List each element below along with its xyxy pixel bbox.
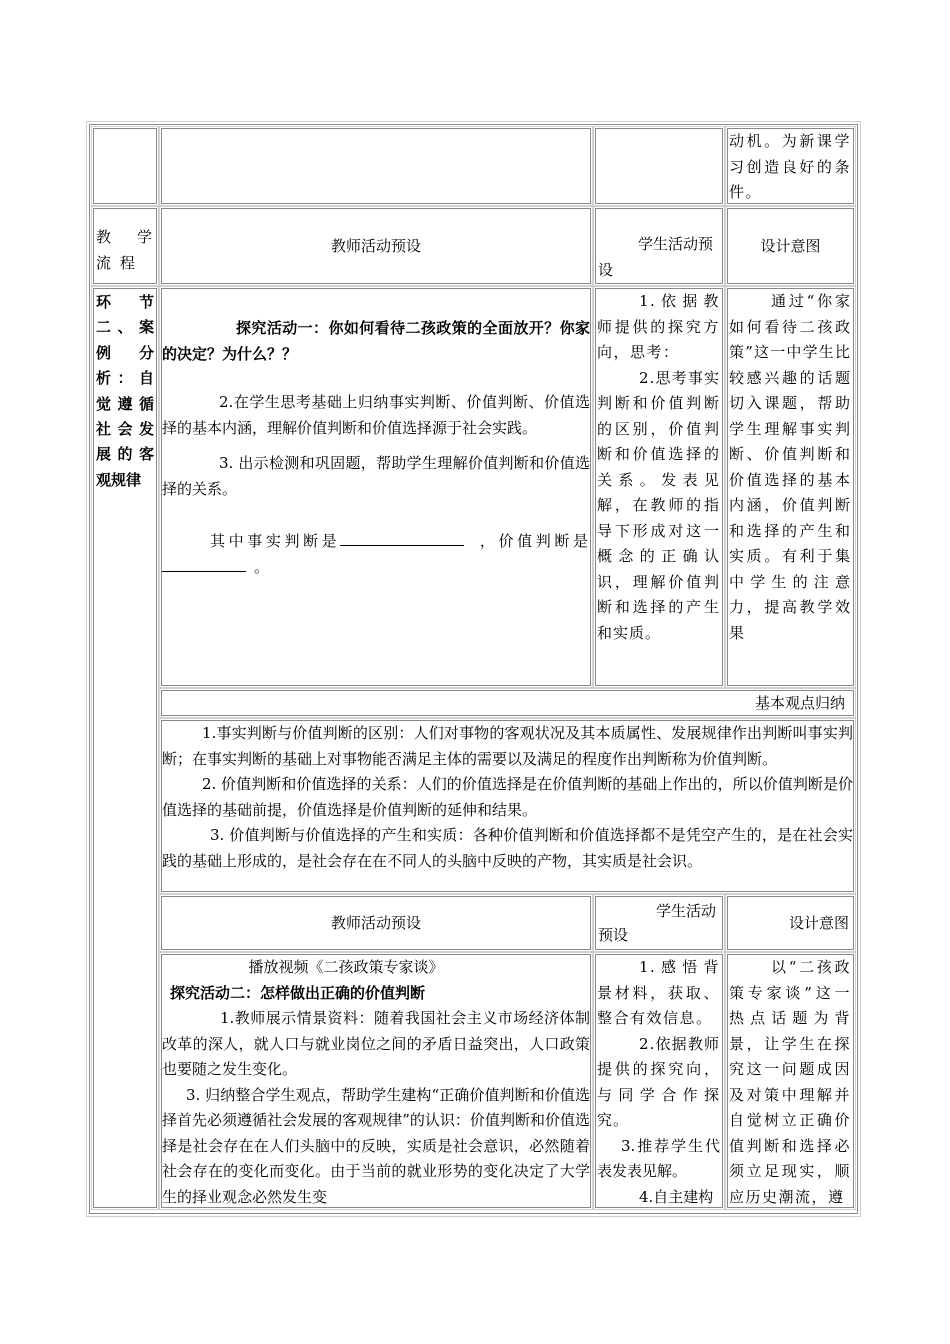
summary-title: 基本观点归纳 (754, 694, 845, 712)
section2-student-cell (595, 288, 723, 686)
activity1-text (162, 316, 590, 367)
header2-design-label: 设计意图 (788, 914, 849, 932)
section3-teacher-step3: 3. 归纳整合学生观点，帮助学生建构“正确价值判断和价值选择首先必须遵循社会发展的客观规律”的认识：价值判断和价值选择是社会存在在人们头脑中的反映，实质是社会意识，必然随着社会存在的变化而变化。由于当前的就业形势的变化决定了大学生的择业观念必然发生变 (162, 1085, 590, 1206)
header1-design-label: 设计意图 (760, 237, 821, 255)
row0-design-cell (727, 128, 854, 204)
section2-student-step1: 1.依据教师提供的探究方向，思考： (597, 292, 720, 361)
header2-student-label: 学生活动预设 (598, 902, 717, 944)
summary-title-cell (161, 690, 854, 716)
section2-label-cell (93, 288, 157, 1208)
header1-flow-cell (93, 208, 157, 284)
section3-teacher-cell (161, 954, 591, 1208)
section2-design-text: 通过“你家如何看待二孩政策”这一中学生比较感兴趣的话题切入课题，帮助学生理解事实判断、价值判断和价值选择的基本内涵，价值判断和选择的产生和实质。有利于集中学生的注意力，提高教学效果 (729, 292, 851, 642)
fill-in-part-c: 。 (254, 557, 272, 576)
teacher-step2: 2.在学生思考基础上归纳事实判断、价值判断、价值选择的基本内涵，理解价值判断和价值选择源于社会实践。 (162, 393, 590, 437)
value-judgment-blank (162, 555, 246, 572)
header2-teacher-label: 教师活动预设 (330, 914, 421, 932)
header2-student-cell (595, 896, 723, 950)
section3-student-step3: 3.推荐学生代表发表见解。 (597, 1136, 720, 1180)
header1-teacher-label: 教师活动预设 (330, 237, 421, 255)
section2-design-cell (727, 288, 854, 686)
activity1-question: 探究活动一：你如何看待二孩政策的全面放开？你家的决定？为什么？？ (162, 319, 590, 363)
activity2-title: 探究活动二：怎样做出正确的价值判断 (170, 983, 426, 1002)
section3-student-step1: 1.感悟背景材料，获取、整合有效信息。 (597, 958, 720, 1027)
section3-teacher-step1: 1.教师展示情景资料：随着我国社会主义市场经济体制改革的深人，就人口与就业岗位之间的矛盾日益突出，人口政策也要随之发生变化。 (162, 1009, 590, 1078)
row0-design-text: 动机。为新课学习创造良好的条件。 (729, 132, 851, 201)
row0-teacher-cell (161, 128, 591, 204)
section3-student-step4: 4.自主建构 (639, 1187, 714, 1206)
row0-flow-cell (93, 128, 157, 204)
fill-in-part-b: ，价值判断是 (478, 532, 590, 550)
summary-point-1: 1.事实判断与价值判断的区别：人们对事物的客观状况及其本质属性、发展规律作出判断叫事实判断；在事实判断的基础上对事物能否满足主体的需要以及满足的程度作出判断称为价值判断。 (162, 724, 853, 768)
header1-flow-label: 教 学 流 程 (96, 228, 154, 272)
summary-point-3: 3. 价值判断与价值选择的产生和实质：各种价值判断和价值选择都不是凭空产生的，是在社会实践的基础上形成的，是社会存在在不同人的头脑中反映的产物，其实质是社会识。 (162, 826, 853, 870)
header1-teacher-cell (161, 208, 591, 284)
summary-point-2: 2. 价值判断和价值选择的关系：人们的价值选择是在价值判断的基础上作出的，所以价值判断是价值选择的基础前提，价值选择是价值判断的延伸和结果。 (162, 775, 853, 819)
section2-label: 环 节二、案例分析：自觉遵循社会发展的客观规律 (96, 293, 154, 489)
header2-design-cell (727, 896, 854, 950)
summary-body-cell (161, 720, 854, 892)
fill-in-part-a: 其中事实判断是 (210, 532, 341, 550)
section3-student-step2: 2.依据教师提供的探究向，与同学合作探究。 (597, 1034, 720, 1129)
video-line: 播放视频《二孩政策专家谈》 (248, 958, 444, 976)
fact-judgment-blank (340, 529, 464, 546)
header1-student-label: 学生活动预设 (598, 235, 714, 279)
section3-student-cell (595, 954, 723, 1208)
row0-student-cell (595, 128, 723, 204)
section3-design-text: 以“二孩政策专家谈”这一热点话题为背景，让学生在探究这一问题成因及对策中理解并自觉树立正确价值判断和选择必须立足现实，顺应历史潮流，遵 (729, 958, 851, 1206)
header1-student-cell (595, 208, 723, 284)
fill-in-sentence (162, 529, 590, 580)
header1-design-cell (727, 208, 854, 284)
header2-teacher-cell (161, 896, 591, 950)
teacher-step3: 3. 出示检测和巩固题，帮助学生理解价值判断和价值选择的关系。 (162, 454, 590, 498)
section2-student-step2: 2.思考事实判断和价值判断的区别，价值判断和价值选择的关系。发表见解，在教师的指导下形成对这一概念的正确认识，理解价值判断和选择的产生和实质。 (597, 368, 720, 642)
section3-design-cell (727, 954, 854, 1208)
section2-teacher-cell (161, 288, 591, 686)
